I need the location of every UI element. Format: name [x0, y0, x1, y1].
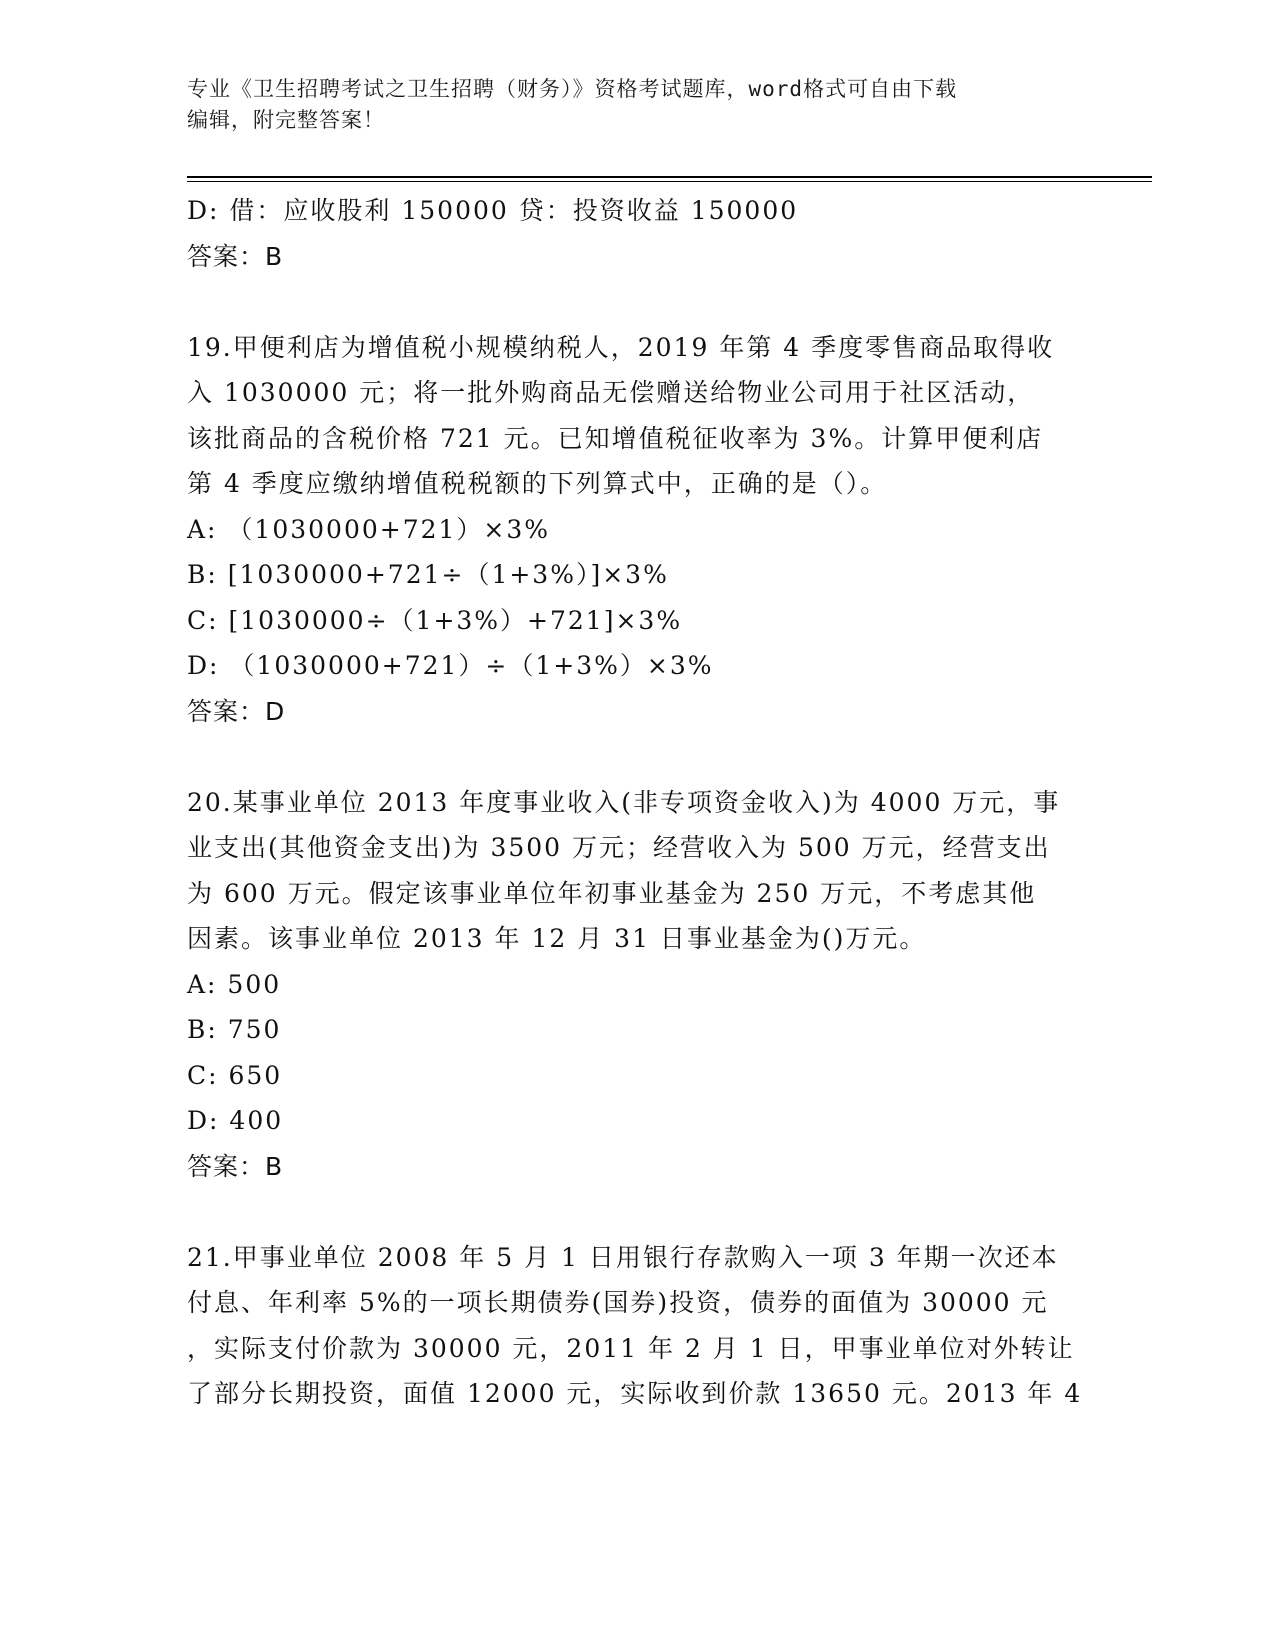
question-stem-line: 了部分长期投资，面值 12000 元，实际收到价款 13650 元。2013 年 4 — [187, 1379, 1083, 1408]
option-c: C: 650 — [187, 1060, 283, 1090]
option-b: B: 750 — [187, 1015, 282, 1044]
question-stem-line: 入 1030000 元；将一批外购商品无偿赠送给物业公司用于社区活动， — [187, 378, 1035, 407]
question-stem-line: 20.某事业单位 2013 年度事业收入(非专项资金收入)为 4000 万元，事 — [187, 787, 1061, 817]
spacer — [187, 734, 1087, 780]
option-d: D: （1030000+721）÷（1+3%）×3% — [187, 651, 714, 680]
answer-line: 答案：B — [187, 241, 284, 271]
question-19 — [187, 325, 1087, 735]
spacer — [187, 1189, 1087, 1235]
page-content — [187, 188, 1087, 1417]
page-header — [187, 74, 1067, 136]
answer-line: 答案：B — [187, 1151, 284, 1181]
question-21 — [187, 1235, 1087, 1417]
spacer — [187, 279, 1087, 325]
header-line-2: 编辑，附完整答案！ — [187, 108, 385, 132]
answer-line: 答案：D — [187, 696, 286, 726]
question-stem-line: 第 4 季度应缴纳增值税税额的下列算式中，正确的是（）。 — [187, 469, 888, 498]
question-stem-line: 因素。该事业单位 2013 年 12 月 31 日事业基金为()万元。 — [187, 924, 927, 953]
option-a: A: （1030000+721）×3% — [187, 514, 551, 544]
question-stem-line: 为 600 万元。假定该事业单位年初事业基金为 250 万元，不考虑其他 — [187, 878, 1037, 908]
question-stem-line: 该批商品的含税价格 721 元。已知增值税征收率为 3%。计算甲便利店 — [187, 423, 1044, 453]
previous-question-tail — [187, 188, 1087, 279]
option-d: D: 借：应收股利 150000 贷：投资收益 150000 — [187, 196, 799, 225]
question-stem-line: ，实际支付价款为 30000 元，2011 年 2 月 1 日，甲事业单位对外转让 — [187, 1333, 1075, 1363]
option-c: C: [1030000÷（1+3%）+721]×3% — [187, 605, 683, 635]
header-divider-thin — [187, 181, 1152, 182]
question-stem-line: 21.甲事业单位 2008 年 5 月 1 日用银行存款购入一项 3 年期一次还本 — [187, 1242, 1059, 1272]
question-20 — [187, 780, 1087, 1190]
header-divider-thick — [187, 176, 1152, 178]
header-line-1: 专业《卫生招聘考试之卫生招聘（财务）》资格考试题库，word格式可自由下载 — [187, 77, 958, 101]
question-stem-line: 付息、年利率 5%的一项长期债券(国券)投资，债券的面值为 30000 元 — [187, 1288, 1049, 1317]
question-stem-line: 业支出(其他资金支出)为 3500 万元；经营收入为 500 万元，经营支出 — [187, 833, 1051, 862]
option-a: A: 500 — [187, 969, 282, 999]
option-d: D: 400 — [187, 1106, 284, 1135]
question-stem-line: 19.甲便利店为增值税小规模纳税人，2019 年第 4 季度零售商品取得收 — [187, 332, 1055, 362]
option-b: B: [1030000+721÷（1+3%）]×3% — [187, 560, 669, 589]
